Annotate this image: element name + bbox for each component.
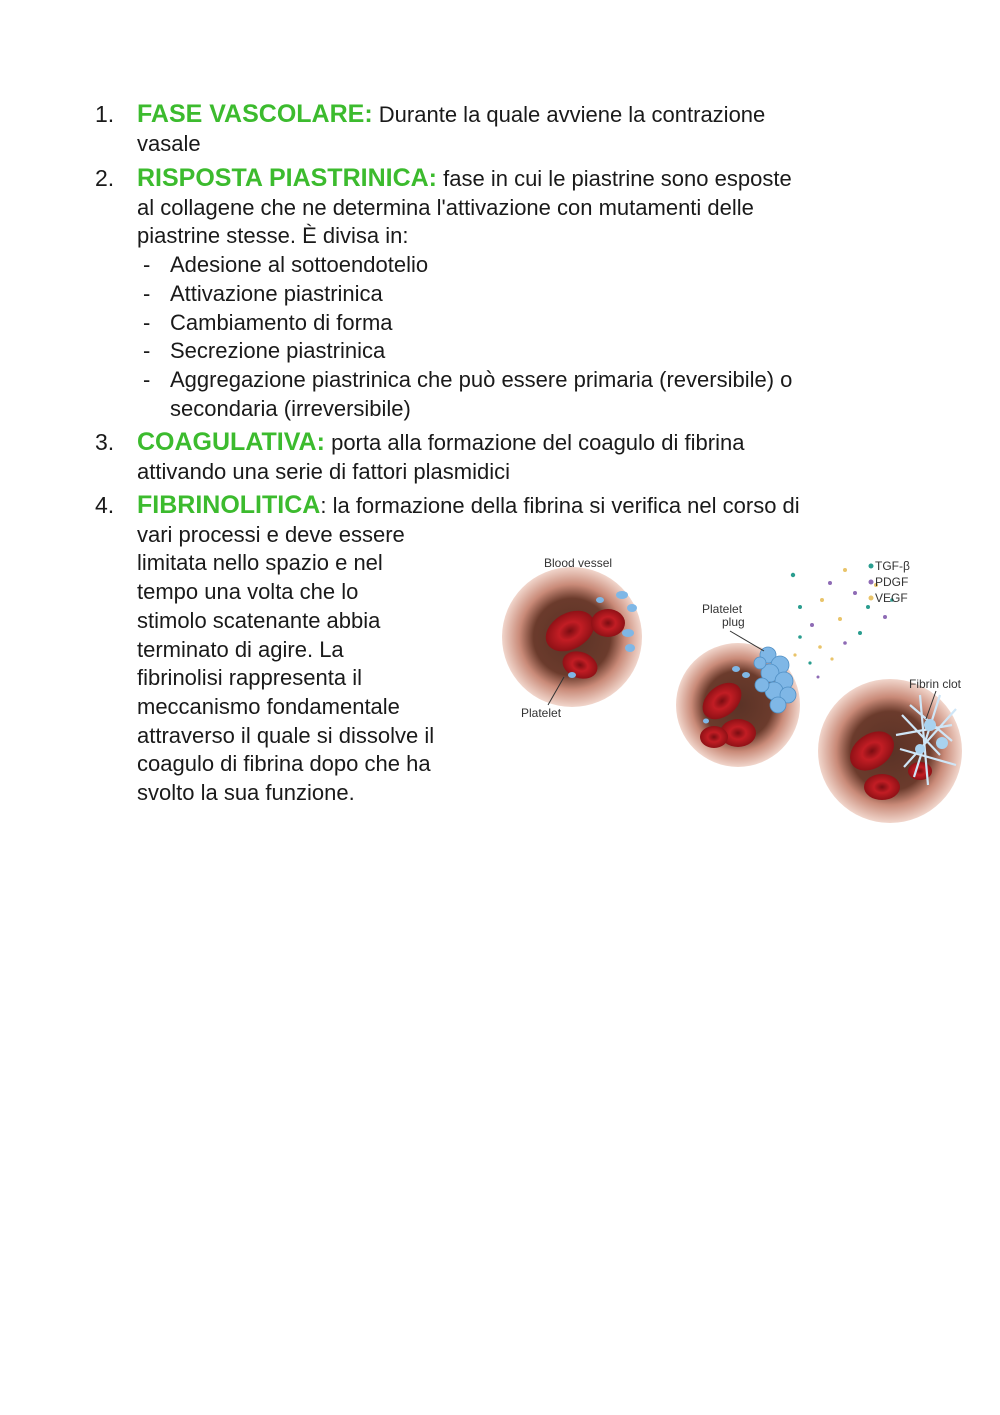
text-line: coagulo di fibrina dopo che ha <box>137 751 431 777</box>
text-line: tempo una volta che lo <box>137 579 359 605</box>
legend-vegf: VEGF <box>875 591 908 605</box>
text-line: attraverso il quale si dissolve il <box>137 722 435 748</box>
legend-dot-pdgf <box>869 580 874 585</box>
list-item-text <box>137 428 744 486</box>
sub-list-item <box>137 280 792 309</box>
red-blood-cell <box>591 609 625 637</box>
text-line: porta alla formazione del coagulo di fibrina <box>331 430 745 455</box>
hemostasis-svg <box>500 545 980 830</box>
legend-dot-vegf <box>869 596 874 601</box>
vessel-normal <box>502 567 642 707</box>
red-blood-cell <box>864 774 900 800</box>
text-line: la formazione della fibrina si verifica nel corso di <box>332 493 800 518</box>
text-line: vari processi e deve essere <box>137 521 405 547</box>
text-line: al collagene che ne determina l'attivazione con mutamenti delle <box>137 194 754 220</box>
label-blood-vessel: Blood vessel <box>544 556 613 570</box>
legend-pdgf: PDGF <box>875 575 909 589</box>
growth-factor-legend <box>869 559 910 605</box>
list-number: 4. <box>95 492 115 518</box>
sub-item-text: Aggregazione piastrinica che può essere primaria (reversibile) o <box>170 366 793 392</box>
text-line: svolto la sua funzione. <box>137 780 355 806</box>
label-fibrin-clot: Fibrin clot <box>909 677 962 691</box>
text-line: terminato di agire. La <box>137 636 344 662</box>
legend-dot-tgf <box>869 564 874 569</box>
phase-keyword: RISPOSTA PIASTRINICA: <box>137 164 438 192</box>
vessel-fibrin-clot <box>818 679 962 823</box>
text-line: limitata nello spazio e nel <box>137 550 383 576</box>
sub-item-text: secondaria (irreversibile) <box>170 395 411 421</box>
vessel-platelet-plug <box>676 631 800 767</box>
text-line: meccanismo fondamentale <box>137 693 400 719</box>
list-number: 2. <box>95 165 115 191</box>
text-line: fase in cui le piastrine sono esposte <box>443 166 792 191</box>
sub-item-text: Adesione al sottoendotelio <box>170 252 429 278</box>
label-platelet: Platelet <box>521 706 562 720</box>
text-line: vasale <box>137 130 201 156</box>
sub-item-text: Cambiamento di forma <box>170 309 393 335</box>
sub-list-item-continuation <box>137 395 792 424</box>
list-number: 1. <box>95 101 115 127</box>
dash-bullet: - <box>143 309 151 335</box>
sub-list-item <box>137 309 792 338</box>
text-line: piastrine stesse. È divisa in: <box>137 223 409 249</box>
phase-keyword: COAGULATIVA: <box>137 428 325 456</box>
label-platelet-plug-line1: Platelet <box>702 602 743 616</box>
dash-bullet: - <box>143 338 151 364</box>
sub-list-item <box>137 251 792 280</box>
sub-list-item <box>137 337 792 366</box>
dash-bullet: - <box>143 366 151 392</box>
phase-keyword: FASE VASCOLARE: <box>137 100 373 128</box>
text-line: Durante la quale avviene la contrazione <box>378 102 766 127</box>
red-blood-cell <box>700 726 728 748</box>
sub-list-item <box>137 366 792 395</box>
text-line: stimolo scatenante abbia <box>137 607 381 633</box>
list-item-text <box>137 164 792 423</box>
phase-keyword: FIBRINOLITICA <box>137 491 321 519</box>
dash-bullet: - <box>143 280 151 306</box>
list-item-text <box>137 100 765 158</box>
list-number: 3. <box>95 429 115 455</box>
text-line: attivando una serie di fattori plasmidici <box>137 458 510 484</box>
sub-item-text: Secrezione piastrinica <box>170 338 386 364</box>
text-line: fibrinolisi rappresenta il <box>137 665 362 691</box>
sub-item-text: Attivazione piastrinica <box>170 280 383 306</box>
hemostasis-illustration <box>500 545 980 830</box>
legend-tgf: TGF-β <box>875 559 910 573</box>
label-platelet-plug-line2: plug <box>722 615 745 629</box>
dash-bullet: - <box>143 252 151 278</box>
keyword-colon: : <box>320 493 327 518</box>
